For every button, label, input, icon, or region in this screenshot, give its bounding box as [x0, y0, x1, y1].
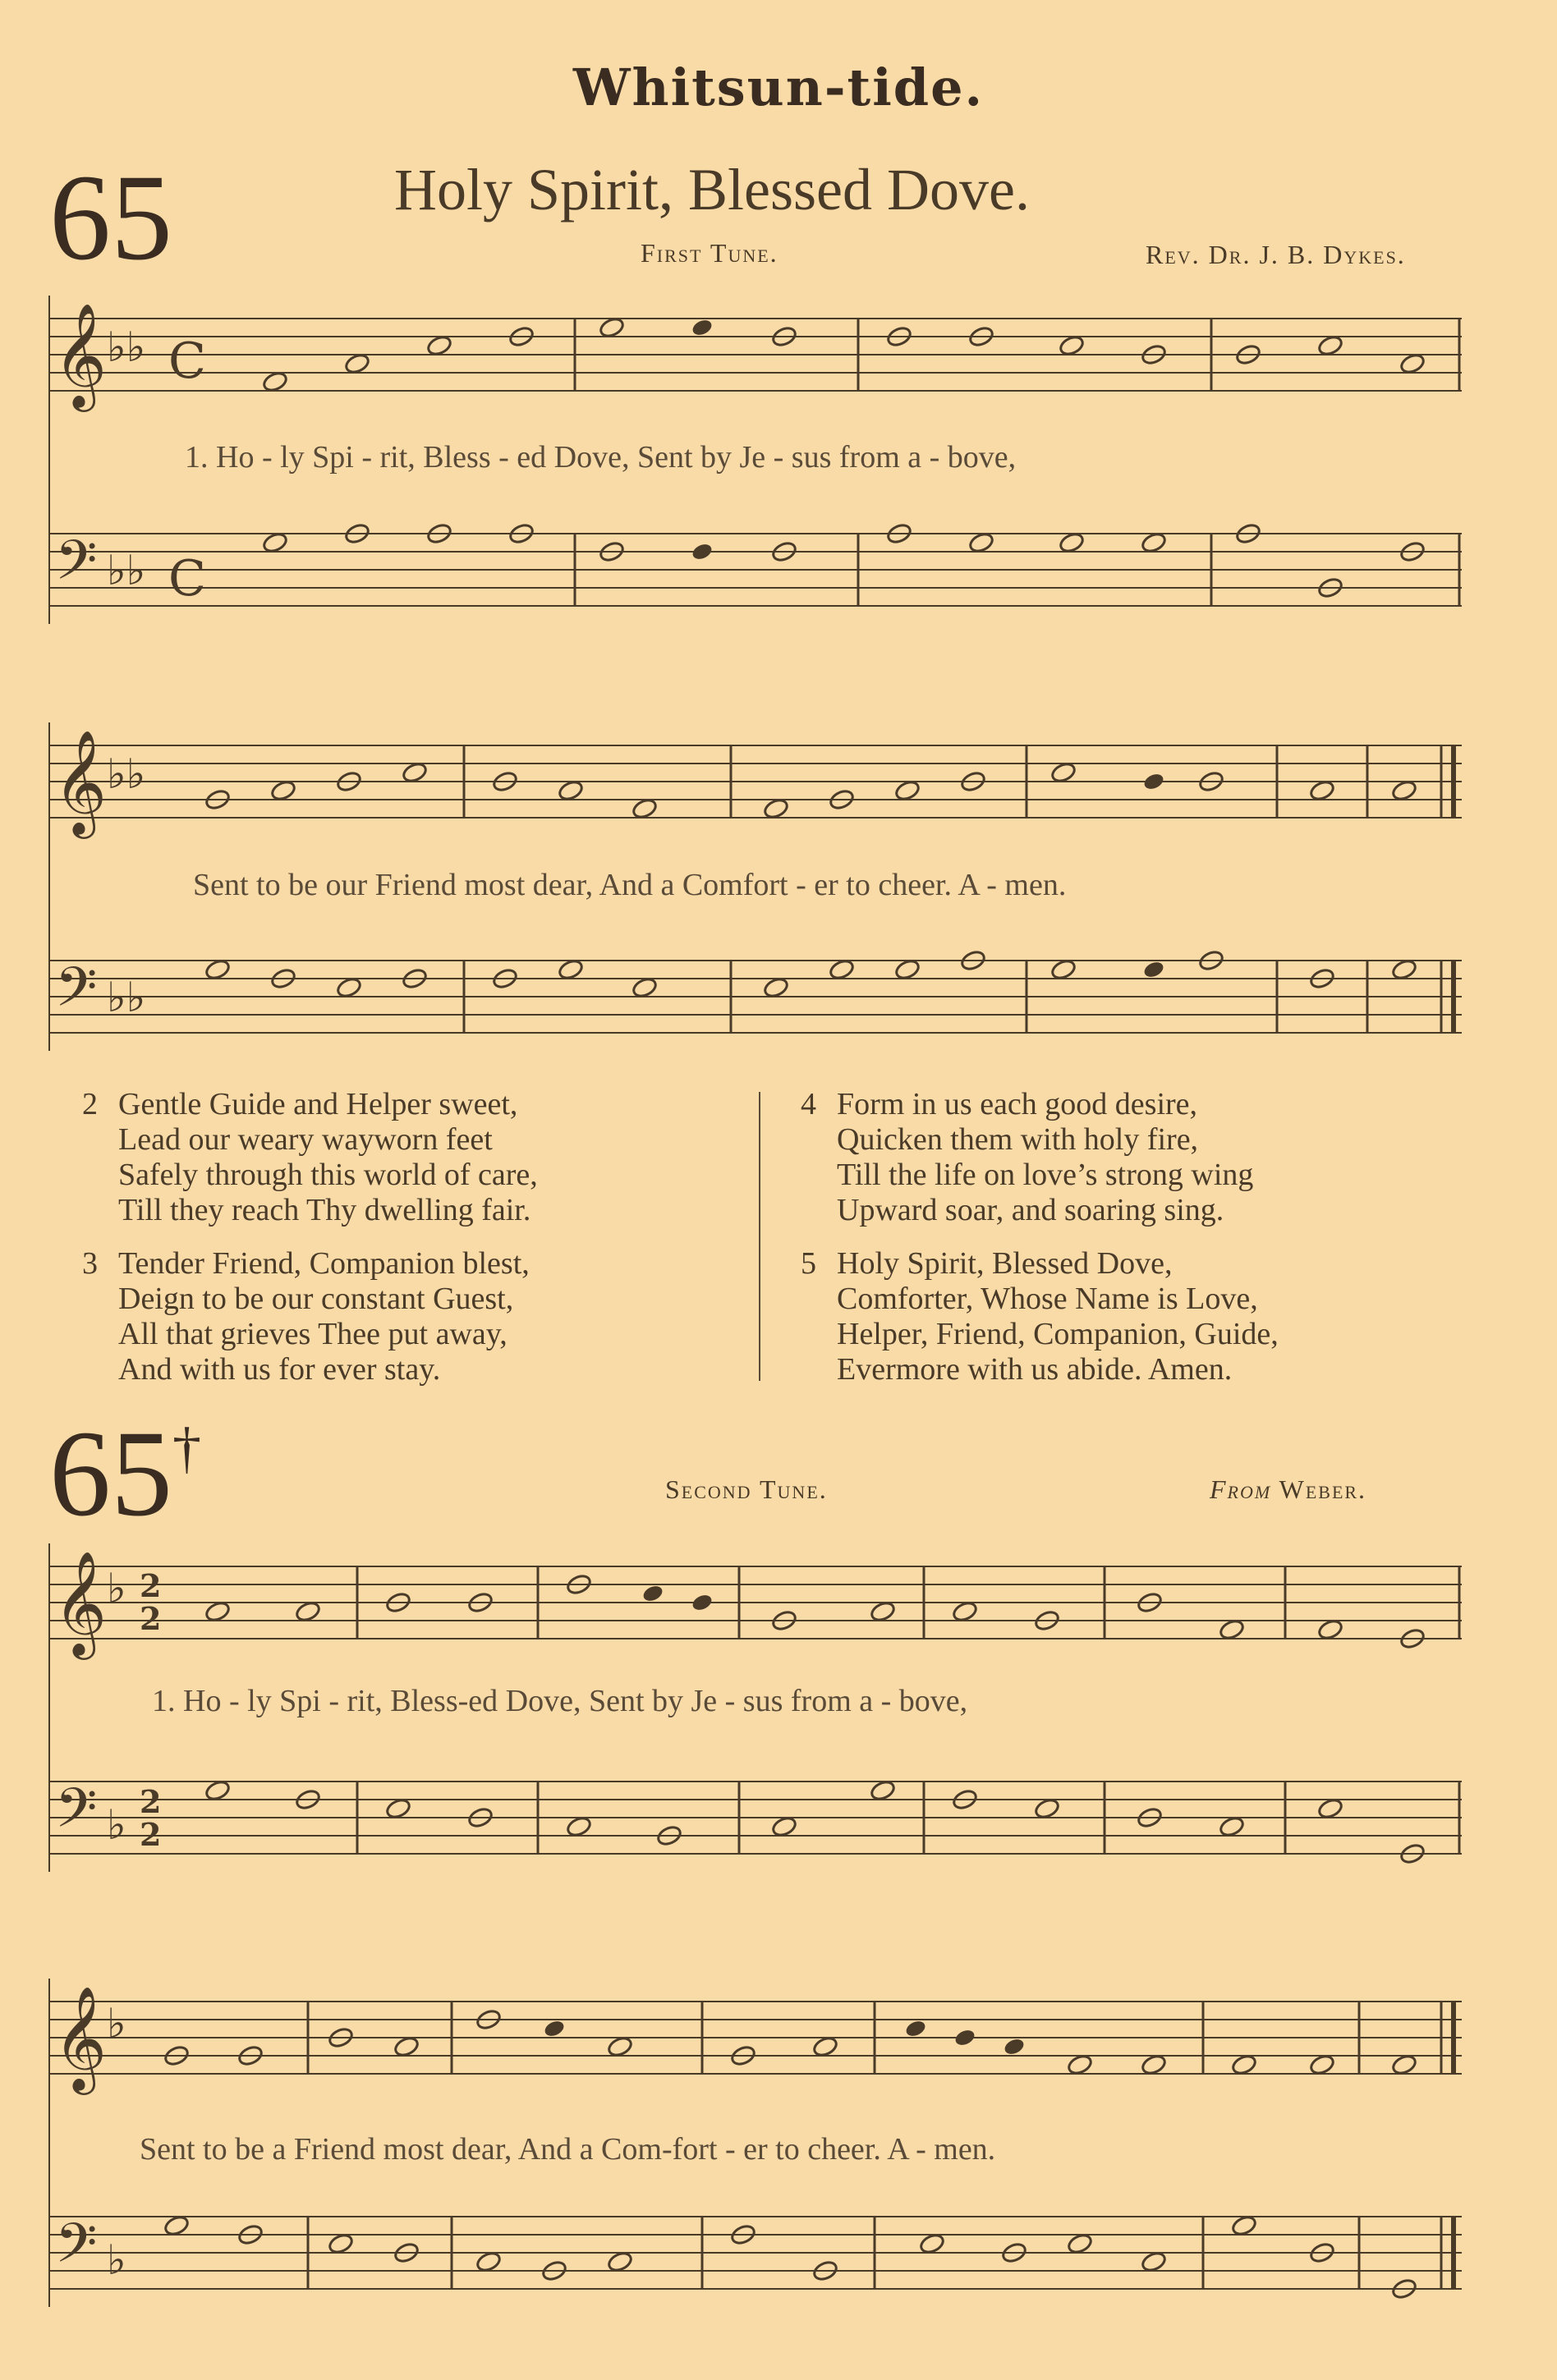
verse-line: Tender Friend, Companion blest, — [118, 1246, 530, 1281]
verse-line: Form in us each good desire, — [837, 1087, 1198, 1121]
hymn-number-second — [49, 1406, 201, 1542]
verse-line: Lead our weary wayworn feet — [118, 1122, 493, 1157]
verse-line: Holy Spirit, Blessed Dove, — [837, 1246, 1173, 1281]
svg-text:𝄢: 𝄢 — [55, 529, 98, 605]
svg-text:♭: ♭ — [107, 2000, 126, 2048]
composer-credit: Rev. Dr. J. B. Dykes. — [1146, 240, 1406, 269]
svg-text:𝄢: 𝄢 — [55, 956, 98, 1032]
svg-text:♭♭: ♭♭ — [107, 323, 146, 371]
verse-line: Gentle Guide and Helper sweet, — [118, 1087, 518, 1121]
verse-number: 5 — [801, 1246, 816, 1281]
verse-5 — [801, 1246, 1279, 1387]
dagger-mark: † — [172, 1417, 201, 1480]
verse-line: Evermore with us abide. Amen. — [837, 1352, 1233, 1387]
hymn1-lyrics-line1: 1. Ho - ly Spi - rit, Bless - ed Dove, Sent by Je - sus from a - bove, — [185, 440, 1017, 475]
svg-text:𝄞: 𝄞 — [53, 1985, 108, 2090]
verse-3 — [82, 1246, 530, 1387]
hymn2-lyrics-line2: Sent to be a Friend most dear, And a Com-fort - er to cheer. A - men. — [140, 2132, 996, 2167]
verse-line: Upward soar, and soaring sing. — [837, 1193, 1224, 1227]
svg-text:2: 2 — [140, 1783, 162, 1820]
hymn1-lyrics-line2: Sent to be our Friend most dear, And a Comfort - er to cheer. A - men. — [193, 868, 1067, 902]
verse-line: Till the life on love’s strong wing — [837, 1158, 1254, 1192]
hymn-number: 65 — [49, 149, 172, 286]
composer-name: Weber. — [1279, 1474, 1367, 1504]
hymn-title: Holy Spirit, Blessed Dove. — [394, 157, 1030, 222]
svg-text:♭: ♭ — [107, 2236, 126, 2284]
verse-number: 3 — [82, 1246, 98, 1281]
verse-number: 2 — [82, 1087, 98, 1121]
svg-text:2: 2 — [140, 1600, 162, 1637]
composer-prefix: From — [1210, 1474, 1272, 1504]
svg-text:𝄢: 𝄢 — [55, 2212, 98, 2288]
tune-label: First Tune. — [641, 238, 778, 268]
season-header: Whitsun-tide. — [572, 57, 985, 117]
svg-text:𝄢: 𝄢 — [55, 1777, 98, 1853]
verse-line: All that grieves Thee put away, — [118, 1317, 508, 1351]
composer-credit-second — [1210, 1474, 1366, 1505]
verse-line: Safely through this world of care, — [118, 1158, 538, 1192]
tune-label-second: Second Tune. — [665, 1474, 828, 1504]
svg-text:♭♭: ♭♭ — [107, 750, 146, 798]
hymn2-lyrics-line1: 1. Ho - ly Spi - rit, Bless-ed Dove, Sent by Je - sus from a - bove, — [152, 1684, 968, 1718]
verse-number: 4 — [801, 1087, 816, 1121]
verse-line: Till they reach Thy dwelling fair. — [118, 1193, 531, 1227]
verse-line: And with us for ever stay. — [118, 1352, 441, 1387]
hymn-number-text: 65 — [49, 1406, 172, 1542]
svg-text:𝄞: 𝄞 — [53, 302, 108, 407]
svg-text:♭♭: ♭♭ — [107, 547, 146, 594]
verse-line: Helper, Friend, Companion, Guide, — [837, 1317, 1279, 1351]
svg-text:2: 2 — [140, 1567, 162, 1604]
verse-2 — [82, 1087, 538, 1228]
svg-text:C: C — [168, 332, 206, 390]
svg-text:♭: ♭ — [107, 1565, 126, 1612]
svg-text:𝄞: 𝄞 — [53, 1550, 108, 1655]
svg-text:♭: ♭ — [107, 1801, 126, 1849]
verse-line: Deign to be our constant Guest, — [118, 1282, 514, 1316]
verse-line: Quicken them with holy fire, — [837, 1122, 1199, 1157]
svg-text:𝄞: 𝄞 — [53, 729, 108, 834]
svg-text:♭♭: ♭♭ — [107, 974, 146, 1021]
verse-line: Comforter, Whose Name is Love, — [837, 1282, 1258, 1316]
svg-text:2: 2 — [140, 1816, 162, 1853]
verse-4 — [801, 1087, 1253, 1228]
verse-column-divider — [759, 1092, 760, 1381]
svg-text:C: C — [168, 550, 206, 608]
